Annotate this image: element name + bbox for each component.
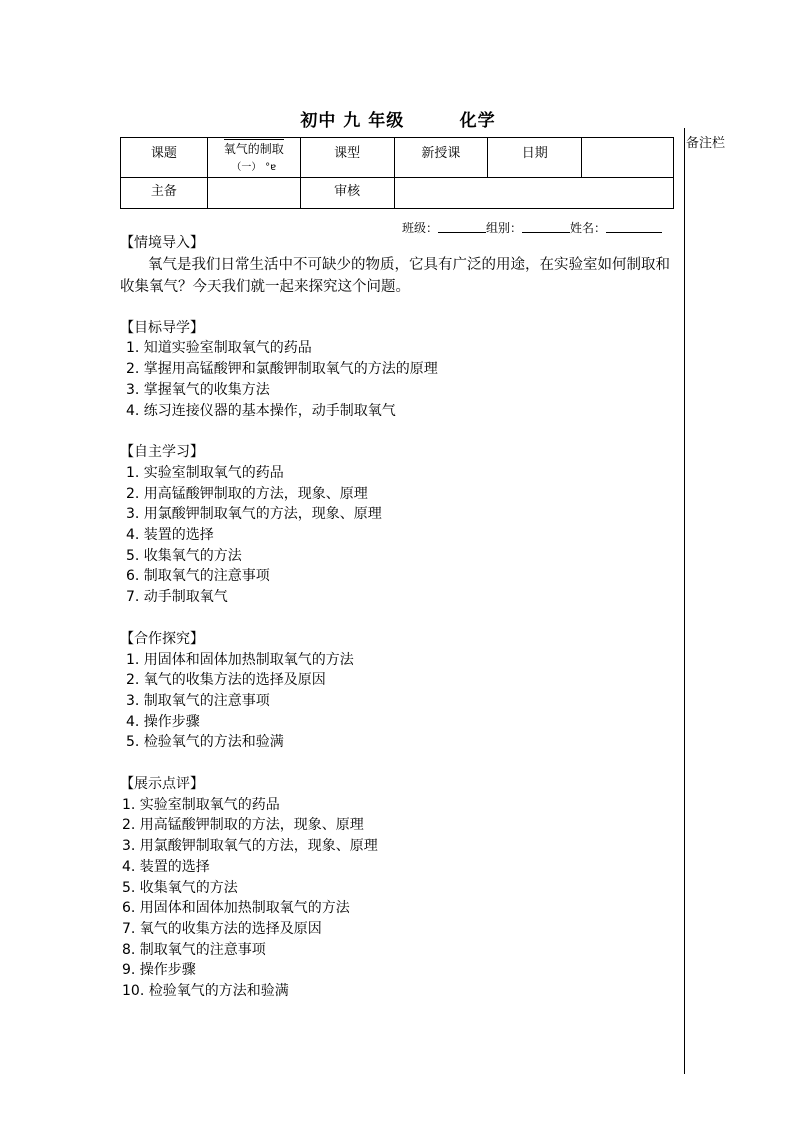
list-item: 1. 实验室制取氧气的药品 <box>122 796 280 813</box>
self-study-list <box>120 463 680 608</box>
list-item: 7. 动手制取氧气 <box>126 589 228 606</box>
cooperation-heading: 【合作探究】 <box>120 630 204 647</box>
lesson-type-value: 新授课 <box>394 138 488 178</box>
review-list <box>120 795 680 1002</box>
intro-text: 氧气是我们日常生活中不可缺少的物质，它具有广泛的用途，在实验室如何制取和收集氧气？今天我们就一起来探究这个问题。 <box>120 256 670 295</box>
name-field[interactable] <box>606 220 662 233</box>
list-item: 4. 操作步骤 <box>126 713 200 730</box>
worksheet-body <box>120 233 680 1002</box>
list-item: 2. 用高锰酸钾制取的方法，现象、原理 <box>126 485 368 502</box>
group-field[interactable] <box>522 220 570 233</box>
list-item: 1. 用固体和固体加热制取氧气的方法 <box>126 651 354 668</box>
title-subject: 化学 <box>459 111 496 131</box>
list-item: 5. 收集氧气的方法 <box>126 547 242 564</box>
intro-heading: 【情境导入】 <box>120 235 204 251</box>
name-label: 姓名： <box>569 221 606 235</box>
list-item: 9. 操作步骤 <box>122 962 196 979</box>
goals-list <box>120 338 680 421</box>
class-field[interactable] <box>438 220 486 233</box>
list-item: 3. 用氯酸钾制取氧气的方法，现象、原理 <box>122 838 378 855</box>
list-item: 6. 用固体和固体加热制取氧气的方法 <box>122 900 350 917</box>
list-item: 4. 练习连接仪器的基本操作，动手制取氧气 <box>126 402 396 419</box>
list-item: 1. 知道实验室制取氧气的药品 <box>126 340 312 357</box>
class-label: 班级： <box>401 221 438 235</box>
list-item: 1. 实验室制取氧气的药品 <box>126 464 284 481</box>
date-label: 日期 <box>488 138 582 178</box>
margin-divider <box>684 128 685 1074</box>
topic-line1: 氧气的制取 <box>224 139 284 158</box>
title-grade: 初中 九 年级 <box>300 111 405 131</box>
list-item: 10. 检验氧气的方法和验满 <box>122 983 289 1000</box>
lesson-info-table <box>120 137 674 209</box>
review-heading: 【展示点评】 <box>120 776 204 793</box>
lesson-type-label: 课型 <box>300 138 394 178</box>
goals-heading: 【目标导学】 <box>120 319 204 336</box>
list-item: 3. 掌握氧气的收集方法 <box>126 381 270 398</box>
notes-column-label: 备注栏 <box>686 136 726 151</box>
preparer-label: 主备 <box>121 178 208 209</box>
list-item: 2. 氧气的收集方法的选择及原因 <box>126 672 326 689</box>
preparer-value[interactable] <box>207 178 300 209</box>
topic-value <box>207 138 300 178</box>
list-item: 4. 装置的选择 <box>122 858 210 875</box>
date-value[interactable] <box>582 138 674 178</box>
review-label: 审核 <box>300 178 394 209</box>
page-title <box>120 106 676 131</box>
list-item: 2. 掌握用高锰酸钾和氯酸钾制取氧气的方法的原理 <box>126 361 438 378</box>
list-item: 6. 制取氧气的注意事项 <box>126 568 270 585</box>
review-value[interactable] <box>394 178 673 209</box>
list-item: 8. 制取氧气的注意事项 <box>122 941 266 958</box>
topic-line2: （一） <box>231 162 262 173</box>
list-item: 5. 收集氧气的方法 <box>122 879 238 896</box>
list-item: 3. 用氯酸钾制取氧气的方法，现象、原理 <box>126 506 382 523</box>
list-item: 3. 制取氧气的注意事项 <box>126 692 270 709</box>
list-item: 7. 氧气的收集方法的选择及原因 <box>122 920 322 937</box>
list-item: 5. 检验氧气的方法和验满 <box>126 734 284 751</box>
cooperation-list <box>120 650 680 754</box>
topic-label: 课题 <box>121 138 208 178</box>
list-item: 4. 装置的选择 <box>126 527 214 544</box>
self-study-heading: 【自主学习】 <box>120 444 204 461</box>
group-label: 组别： <box>485 221 522 235</box>
list-item: 2. 用高锰酸钾制取的方法，现象、原理 <box>122 817 364 834</box>
topic-mark: °ɐ <box>265 162 277 173</box>
